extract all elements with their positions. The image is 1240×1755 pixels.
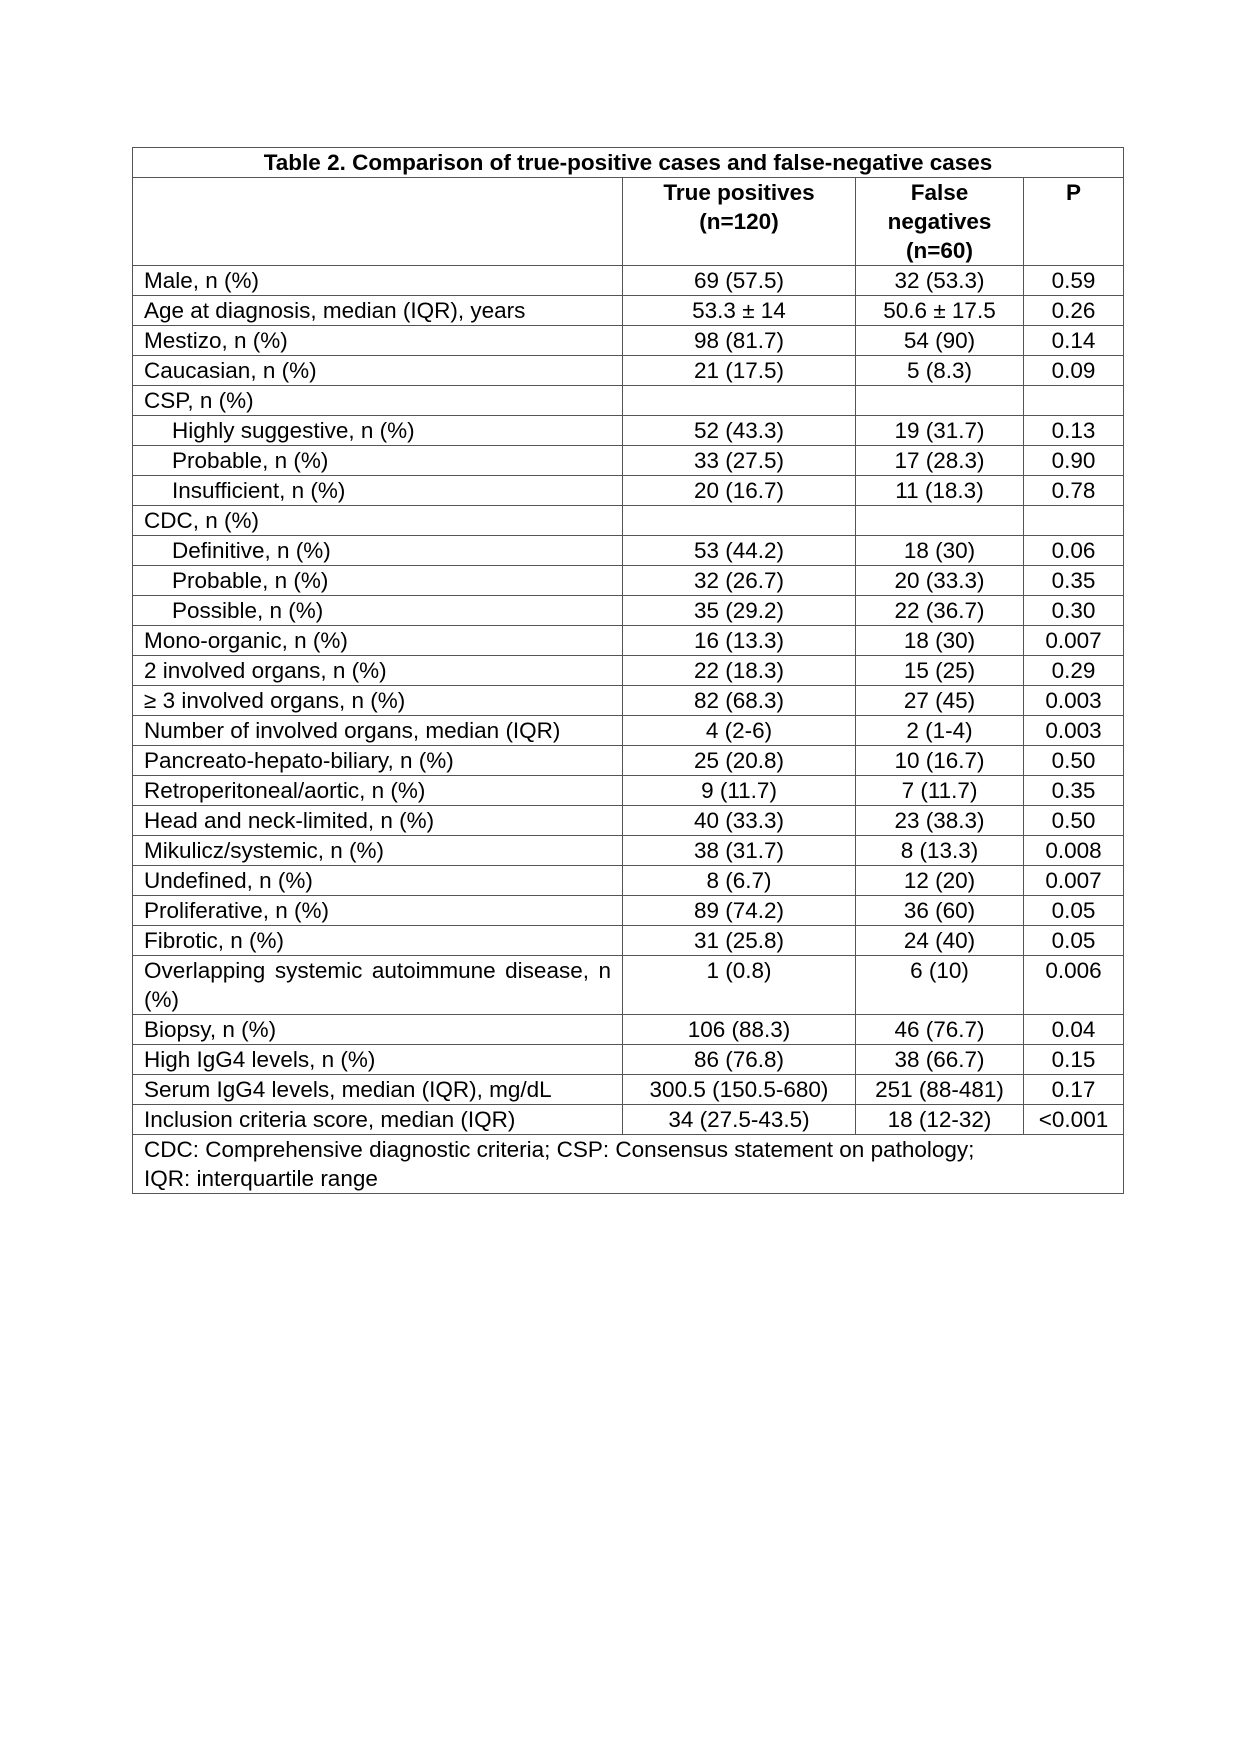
true-positives-value: 35 (29.2)	[623, 596, 856, 626]
table-footnote	[133, 1135, 1124, 1194]
p-value	[1024, 506, 1124, 536]
false-negatives-value: 38 (66.7)	[856, 1045, 1024, 1075]
false-negatives-value: 7 (11.7)	[856, 776, 1024, 806]
true-positives-value: 89 (74.2)	[623, 896, 856, 926]
true-positives-value: 34 (27.5-43.5)	[623, 1105, 856, 1135]
table-row	[133, 386, 1124, 416]
true-positives-value: 1 (0.8)	[623, 956, 856, 1015]
table-row	[133, 686, 1124, 716]
true-positives-value: 38 (31.7)	[623, 836, 856, 866]
p-value: 0.13	[1024, 416, 1124, 446]
footnote-line1: CDC: Comprehensive diagnostic criteria; CSP: Consensus statement on pathology;	[144, 1137, 975, 1162]
true-positives-value: 8 (6.7)	[623, 866, 856, 896]
table-row	[133, 1045, 1124, 1075]
true-positives-value	[623, 386, 856, 416]
false-negatives-value: 18 (30)	[856, 626, 1024, 656]
true-positives-value: 25 (20.8)	[623, 746, 856, 776]
true-positives-value: 21 (17.5)	[623, 356, 856, 386]
false-negatives-value: 46 (76.7)	[856, 1015, 1024, 1045]
p-value: 0.05	[1024, 896, 1124, 926]
table-row	[133, 866, 1124, 896]
p-value: 0.78	[1024, 476, 1124, 506]
false-negatives-value: 36 (60)	[856, 896, 1024, 926]
table-row	[133, 356, 1124, 386]
row-label: Age at diagnosis, median (IQR), years	[133, 296, 623, 326]
true-positives-value: 20 (16.7)	[623, 476, 856, 506]
true-positives-value: 82 (68.3)	[623, 686, 856, 716]
true-positives-value: 53 (44.2)	[623, 536, 856, 566]
false-negatives-value: 22 (36.7)	[856, 596, 1024, 626]
row-label: Caucasian, n (%)	[133, 356, 623, 386]
row-label: Pancreato-hepato-biliary, n (%)	[133, 746, 623, 776]
table-row	[133, 896, 1124, 926]
table-row	[133, 626, 1124, 656]
p-value: 0.30	[1024, 596, 1124, 626]
true-positives-value: 53.3 ± 14	[623, 296, 856, 326]
false-negatives-value: 8 (13.3)	[856, 836, 1024, 866]
p-value: 0.09	[1024, 356, 1124, 386]
table-row	[133, 446, 1124, 476]
true-positives-value: 52 (43.3)	[623, 416, 856, 446]
p-value: 0.59	[1024, 266, 1124, 296]
p-value: 0.14	[1024, 326, 1124, 356]
footnote-line2: IQR: interquartile range	[144, 1166, 378, 1191]
false-negatives-value: 18 (12-32)	[856, 1105, 1024, 1135]
row-label: Fibrotic, n (%)	[133, 926, 623, 956]
p-value: 0.29	[1024, 656, 1124, 686]
table-row	[133, 1015, 1124, 1045]
row-label: Inclusion criteria score, median (IQR)	[133, 1105, 623, 1135]
table-row	[133, 476, 1124, 506]
row-label: Mono-organic, n (%)	[133, 626, 623, 656]
comparison-table	[132, 147, 1124, 1194]
row-label: Probable, n (%)	[133, 446, 623, 476]
table-body	[133, 266, 1124, 1135]
row-label: 2 involved organs, n (%)	[133, 656, 623, 686]
table-row	[133, 656, 1124, 686]
p-value: 0.17	[1024, 1075, 1124, 1105]
row-label: Mikulicz/systemic, n (%)	[133, 836, 623, 866]
false-negatives-value: 23 (38.3)	[856, 806, 1024, 836]
table-header-row	[133, 178, 1124, 266]
table-row	[133, 326, 1124, 356]
header-true-positives-line1: True positives	[663, 180, 815, 205]
false-negatives-value: 5 (8.3)	[856, 356, 1024, 386]
p-value: 0.15	[1024, 1045, 1124, 1075]
table-title-row	[133, 148, 1124, 178]
header-false-negatives-line2: negatives	[887, 209, 992, 234]
false-negatives-value: 6 (10)	[856, 956, 1024, 1015]
table-row	[133, 1105, 1124, 1135]
row-label: Biopsy, n (%)	[133, 1015, 623, 1045]
row-label: CSP, n (%)	[133, 386, 623, 416]
row-label: ≥ 3 involved organs, n (%)	[133, 686, 623, 716]
p-value	[1024, 386, 1124, 416]
table-row	[133, 296, 1124, 326]
table-row	[133, 806, 1124, 836]
header-false-negatives-line1: False	[910, 180, 969, 205]
true-positives-value	[623, 506, 856, 536]
false-negatives-value: 11 (18.3)	[856, 476, 1024, 506]
table-row	[133, 566, 1124, 596]
header-false-negatives	[856, 178, 1024, 266]
p-value: 0.90	[1024, 446, 1124, 476]
true-positives-value: 33 (27.5)	[623, 446, 856, 476]
false-negatives-value: 10 (16.7)	[856, 746, 1024, 776]
table-row	[133, 716, 1124, 746]
header-label	[133, 178, 623, 266]
true-positives-value: 98 (81.7)	[623, 326, 856, 356]
row-label: Head and neck-limited, n (%)	[133, 806, 623, 836]
row-label: Probable, n (%)	[133, 566, 623, 596]
false-negatives-value: 251 (88-481)	[856, 1075, 1024, 1105]
row-label: Mestizo, n (%)	[133, 326, 623, 356]
table-row	[133, 596, 1124, 626]
true-positives-value: 9 (11.7)	[623, 776, 856, 806]
row-label: Insufficient, n (%)	[133, 476, 623, 506]
table-row	[133, 956, 1124, 1015]
row-label: Male, n (%)	[133, 266, 623, 296]
p-value: 0.50	[1024, 746, 1124, 776]
table-footnote-row	[133, 1135, 1124, 1194]
row-label: Definitive, n (%)	[133, 536, 623, 566]
false-negatives-value: 19 (31.7)	[856, 416, 1024, 446]
false-negatives-value: 12 (20)	[856, 866, 1024, 896]
true-positives-value: 106 (88.3)	[623, 1015, 856, 1045]
p-value: <0.001	[1024, 1105, 1124, 1135]
p-value: 0.05	[1024, 926, 1124, 956]
true-positives-value: 86 (76.8)	[623, 1045, 856, 1075]
p-value: 0.06	[1024, 536, 1124, 566]
table-row	[133, 836, 1124, 866]
p-value: 0.003	[1024, 716, 1124, 746]
true-positives-value: 69 (57.5)	[623, 266, 856, 296]
row-label: Proliferative, n (%)	[133, 896, 623, 926]
table-row	[133, 266, 1124, 296]
table-row	[133, 536, 1124, 566]
header-true-positives	[623, 178, 856, 266]
table-row	[133, 926, 1124, 956]
false-negatives-value: 15 (25)	[856, 656, 1024, 686]
false-negatives-value: 24 (40)	[856, 926, 1024, 956]
header-true-positives-line2: (n=120)	[699, 209, 779, 234]
p-value: 0.04	[1024, 1015, 1124, 1045]
false-negatives-value: 18 (30)	[856, 536, 1024, 566]
false-negatives-value: 17 (28.3)	[856, 446, 1024, 476]
table-row	[133, 506, 1124, 536]
p-value: 0.50	[1024, 806, 1124, 836]
row-label: Overlapping systemic autoimmune disease, n (%)	[133, 956, 623, 1015]
p-value: 0.35	[1024, 776, 1124, 806]
header-false-negatives-line3: (n=60)	[906, 238, 973, 263]
p-value: 0.35	[1024, 566, 1124, 596]
true-positives-value: 31 (25.8)	[623, 926, 856, 956]
false-negatives-value: 32 (53.3)	[856, 266, 1024, 296]
row-label: High IgG4 levels, n (%)	[133, 1045, 623, 1075]
p-value: 0.003	[1024, 686, 1124, 716]
p-value: 0.26	[1024, 296, 1124, 326]
p-value: 0.008	[1024, 836, 1124, 866]
p-value: 0.006	[1024, 956, 1124, 1015]
false-negatives-value: 2 (1-4)	[856, 716, 1024, 746]
false-negatives-value: 20 (33.3)	[856, 566, 1024, 596]
true-positives-value: 16 (13.3)	[623, 626, 856, 656]
table-row	[133, 746, 1124, 776]
false-negatives-value	[856, 386, 1024, 416]
false-negatives-value: 27 (45)	[856, 686, 1024, 716]
false-negatives-value: 50.6 ± 17.5	[856, 296, 1024, 326]
true-positives-value: 32 (26.7)	[623, 566, 856, 596]
row-label: Undefined, n (%)	[133, 866, 623, 896]
true-positives-value: 300.5 (150.5-680)	[623, 1075, 856, 1105]
p-value: 0.007	[1024, 626, 1124, 656]
table-row	[133, 416, 1124, 446]
row-label: Number of involved organs, median (IQR)	[133, 716, 623, 746]
row-label: Highly suggestive, n (%)	[133, 416, 623, 446]
table-row	[133, 776, 1124, 806]
row-label: Retroperitoneal/aortic, n (%)	[133, 776, 623, 806]
row-label: Possible, n (%)	[133, 596, 623, 626]
header-p: P	[1024, 178, 1124, 266]
true-positives-value: 4 (2-6)	[623, 716, 856, 746]
false-negatives-value	[856, 506, 1024, 536]
true-positives-value: 40 (33.3)	[623, 806, 856, 836]
true-positives-value: 22 (18.3)	[623, 656, 856, 686]
table-row	[133, 1075, 1124, 1105]
row-label: CDC, n (%)	[133, 506, 623, 536]
p-value: 0.007	[1024, 866, 1124, 896]
false-negatives-value: 54 (90)	[856, 326, 1024, 356]
row-label: Serum IgG4 levels, median (IQR), mg/dL	[133, 1075, 623, 1105]
table-title: Table 2. Comparison of true-positive cases and false-negative cases	[133, 148, 1124, 178]
